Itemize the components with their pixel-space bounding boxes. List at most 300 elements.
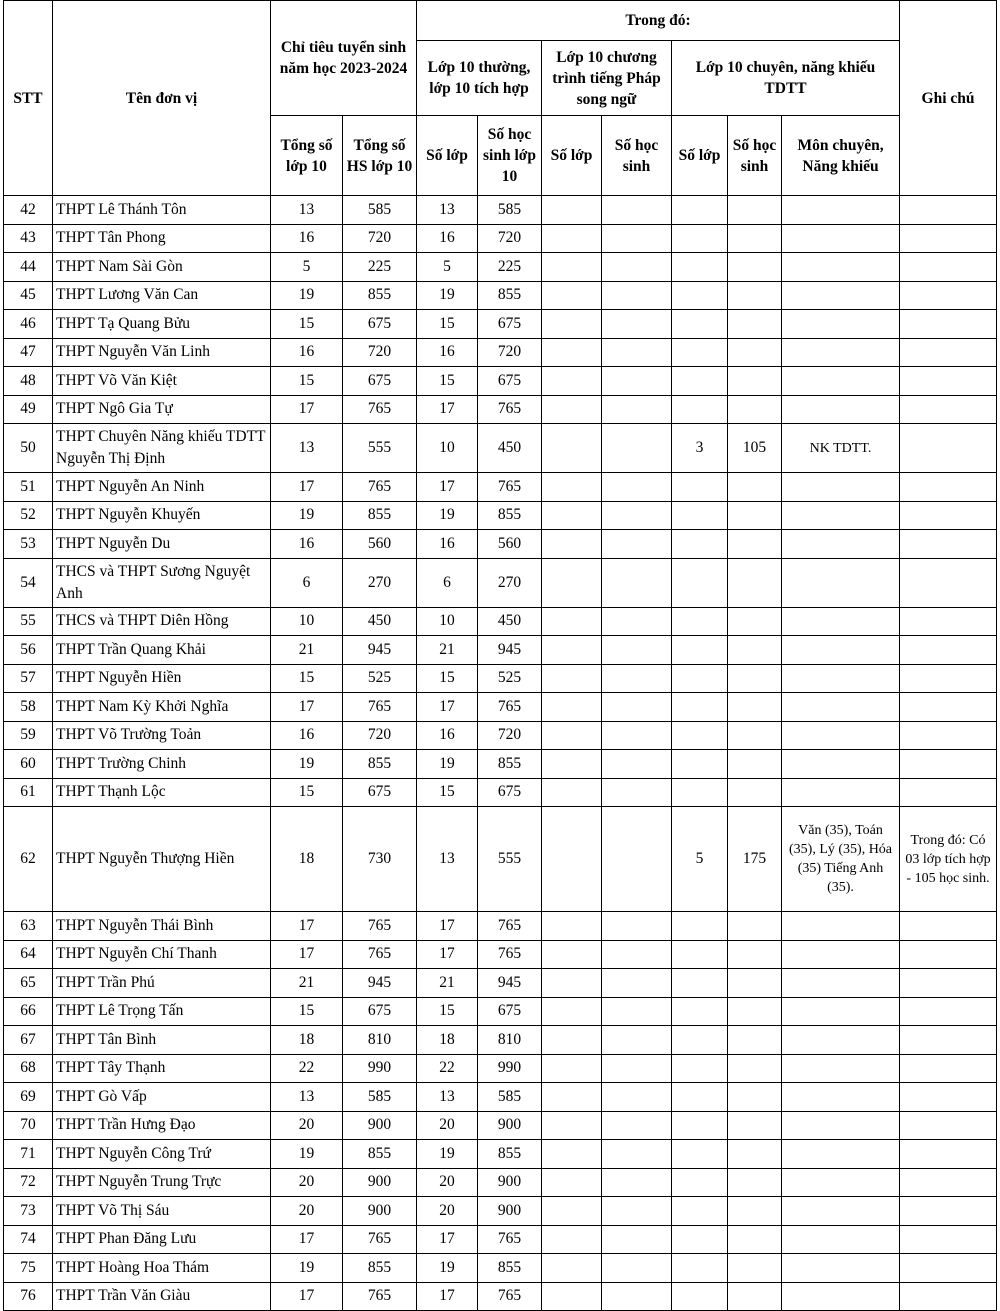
- cell-ghi-chu: [900, 607, 997, 636]
- cell-mon-chuyen: [782, 664, 900, 693]
- cell-phap-so-lop: [542, 473, 602, 502]
- cell-chuyen-so-lop: [672, 721, 728, 750]
- cell-phap-so-lop: [542, 224, 602, 253]
- cell-mon-chuyen: [782, 367, 900, 396]
- cell-tong-so-lop: 20: [271, 1111, 343, 1140]
- cell-chuyen-so-hs: [728, 1140, 782, 1169]
- cell-chuyen-so-hs: [728, 969, 782, 998]
- cell-ghi-chu: [900, 1111, 997, 1140]
- cell-mon-chuyen: [782, 778, 900, 807]
- cell-chuyen-so-lop: [672, 693, 728, 722]
- cell-phap-so-hs: [602, 969, 672, 998]
- table-row: [4, 664, 997, 693]
- cell-name: THPT Thạnh Lộc: [53, 778, 271, 807]
- cell-phap-so-lop: [542, 1225, 602, 1254]
- header-so-hs-lop10: Số học sinh lớp 10: [478, 116, 542, 196]
- cell-phap-so-hs: [602, 607, 672, 636]
- cell-chuyen-so-lop: [672, 607, 728, 636]
- cell-chuyen-so-hs: [728, 196, 782, 225]
- cell-phap-so-hs: [602, 1111, 672, 1140]
- cell-so-lop: 15: [417, 664, 478, 693]
- cell-so-hs: 855: [478, 1254, 542, 1283]
- cell-tong-so-lop: 20: [271, 1197, 343, 1226]
- cell-mon-chuyen: [782, 607, 900, 636]
- header-tong-so-lop: Tổng số lớp 10: [271, 116, 343, 196]
- cell-phap-so-lop: [542, 940, 602, 969]
- cell-tong-so-hs: 765: [343, 473, 417, 502]
- table-row: [4, 530, 997, 559]
- cell-name: THPT Nguyễn Trung Trực: [53, 1168, 271, 1197]
- cell-so-lop: 19: [417, 501, 478, 530]
- cell-phap-so-hs: [602, 778, 672, 807]
- header-chi-tieu: Chỉ tiêu tuyển sinh năm học 2023-2024: [271, 1, 417, 116]
- cell-so-lop: 17: [417, 473, 478, 502]
- cell-mon-chuyen: [782, 693, 900, 722]
- cell-tong-so-hs: 225: [343, 253, 417, 282]
- cell-stt: 42: [4, 196, 53, 225]
- cell-tong-so-hs: 855: [343, 501, 417, 530]
- cell-ghi-chu: [900, 940, 997, 969]
- cell-so-lop: 17: [417, 693, 478, 722]
- cell-mon-chuyen: [782, 1168, 900, 1197]
- cell-chuyen-so-lop: [672, 281, 728, 310]
- cell-phap-so-lop: [542, 1282, 602, 1311]
- cell-mon-chuyen: [782, 721, 900, 750]
- cell-so-lop: 21: [417, 969, 478, 998]
- cell-chuyen-so-hs: [728, 253, 782, 282]
- cell-stt: 69: [4, 1083, 53, 1112]
- cell-ghi-chu: [900, 750, 997, 779]
- cell-tong-so-hs: 810: [343, 1026, 417, 1055]
- cell-stt: 70: [4, 1111, 53, 1140]
- cell-mon-chuyen: [782, 912, 900, 941]
- cell-stt: 58: [4, 693, 53, 722]
- cell-phap-so-lop: [542, 253, 602, 282]
- cell-tong-so-hs: 765: [343, 1282, 417, 1311]
- cell-phap-so-lop: [542, 338, 602, 367]
- table-row: [4, 1083, 997, 1112]
- cell-phap-so-hs: [602, 912, 672, 941]
- header-so-lop: Số lớp: [417, 116, 478, 196]
- cell-name: THPT Nguyễn Thái Bình: [53, 912, 271, 941]
- cell-tong-so-hs: 945: [343, 969, 417, 998]
- cell-mon-chuyen: [782, 338, 900, 367]
- enrollment-quota-table: [3, 0, 997, 1311]
- cell-ghi-chu: [900, 530, 997, 559]
- cell-tong-so-lop: 21: [271, 636, 343, 665]
- cell-phap-so-lop: [542, 969, 602, 998]
- cell-ghi-chu: [900, 721, 997, 750]
- table-row: [4, 558, 997, 607]
- cell-chuyen-so-lop: [672, 778, 728, 807]
- cell-tong-so-lop: 17: [271, 693, 343, 722]
- cell-chuyen-so-hs: [728, 501, 782, 530]
- cell-chuyen-so-lop: [672, 969, 728, 998]
- cell-chuyen-so-lop: [672, 1197, 728, 1226]
- cell-tong-so-hs: 990: [343, 1054, 417, 1083]
- cell-so-lop: 20: [417, 1197, 478, 1226]
- cell-ghi-chu: [900, 1197, 997, 1226]
- header-stt: STT: [4, 1, 53, 196]
- cell-ghi-chu: [900, 1140, 997, 1169]
- cell-stt: 57: [4, 664, 53, 693]
- cell-so-hs: 720: [478, 721, 542, 750]
- cell-phap-so-hs: [602, 997, 672, 1026]
- cell-tong-so-hs: 765: [343, 395, 417, 424]
- cell-so-lop: 13: [417, 807, 478, 912]
- cell-phap-so-lop: [542, 807, 602, 912]
- table-row: [4, 807, 997, 912]
- cell-name: THPT Trần Quang Khải: [53, 636, 271, 665]
- cell-tong-so-lop: 15: [271, 778, 343, 807]
- cell-mon-chuyen: [782, 750, 900, 779]
- cell-chuyen-so-lop: [672, 224, 728, 253]
- cell-chuyen-so-hs: [728, 664, 782, 693]
- table-row: [4, 721, 997, 750]
- cell-tong-so-hs: 675: [343, 778, 417, 807]
- cell-phap-so-lop: [542, 778, 602, 807]
- cell-so-lop: 22: [417, 1054, 478, 1083]
- cell-name: THPT Võ Thị Sáu: [53, 1197, 271, 1226]
- cell-phap-so-lop: [542, 558, 602, 607]
- cell-stt: 71: [4, 1140, 53, 1169]
- cell-tong-so-hs: 730: [343, 807, 417, 912]
- cell-stt: 65: [4, 969, 53, 998]
- table-body: [4, 196, 997, 1311]
- cell-so-hs: 855: [478, 281, 542, 310]
- cell-mon-chuyen: NK TDTT.: [782, 424, 900, 473]
- cell-name: THPT Hoàng Hoa Thám: [53, 1254, 271, 1283]
- cell-phap-so-lop: [542, 912, 602, 941]
- cell-phap-so-lop: [542, 424, 602, 473]
- header-ghi-chu: Ghi chú: [900, 1, 997, 196]
- cell-chuyen-so-hs: [728, 367, 782, 396]
- cell-chuyen-so-hs: [728, 912, 782, 941]
- table-row: [4, 1140, 997, 1169]
- cell-name: THPT Ngô Gia Tự: [53, 395, 271, 424]
- cell-mon-chuyen: [782, 1111, 900, 1140]
- table-row: [4, 997, 997, 1026]
- cell-tong-so-lop: 18: [271, 1026, 343, 1055]
- cell-tong-so-hs: 765: [343, 912, 417, 941]
- cell-so-hs: 855: [478, 750, 542, 779]
- cell-tong-so-lop: 19: [271, 750, 343, 779]
- cell-tong-so-lop: 21: [271, 969, 343, 998]
- cell-tong-so-hs: 765: [343, 940, 417, 969]
- cell-tong-so-lop: 15: [271, 997, 343, 1026]
- cell-chuyen-so-lop: [672, 940, 728, 969]
- header-tong-so-hs: Tổng số HS lớp 10: [343, 116, 417, 196]
- cell-name: THPT Nguyễn Khuyến: [53, 501, 271, 530]
- cell-chuyen-so-lop: [672, 997, 728, 1026]
- cell-so-hs: 525: [478, 664, 542, 693]
- cell-stt: 55: [4, 607, 53, 636]
- cell-so-lop: 17: [417, 912, 478, 941]
- cell-ghi-chu: [900, 997, 997, 1026]
- cell-so-hs: 945: [478, 969, 542, 998]
- cell-name: THPT Nguyễn Chí Thanh: [53, 940, 271, 969]
- cell-tong-so-hs: 525: [343, 664, 417, 693]
- cell-so-hs: 675: [478, 997, 542, 1026]
- cell-name: THPT Nguyễn Văn Linh: [53, 338, 271, 367]
- cell-name: THPT Võ Trường Toản: [53, 721, 271, 750]
- cell-mon-chuyen: [782, 253, 900, 282]
- cell-ghi-chu: [900, 473, 997, 502]
- cell-chuyen-so-hs: [728, 693, 782, 722]
- table-row: [4, 1026, 997, 1055]
- cell-phap-so-lop: [542, 367, 602, 396]
- table-row: [4, 750, 997, 779]
- cell-tong-so-hs: 945: [343, 636, 417, 665]
- cell-chuyen-so-hs: [728, 1083, 782, 1112]
- header-ten-don-vi: Tên đơn vị: [53, 1, 271, 196]
- cell-tong-so-hs: 675: [343, 997, 417, 1026]
- table-row: [4, 367, 997, 396]
- cell-phap-so-hs: [602, 940, 672, 969]
- cell-phap-so-hs: [602, 253, 672, 282]
- cell-so-lop: 10: [417, 607, 478, 636]
- cell-chuyen-so-lop: [672, 196, 728, 225]
- cell-so-hs: 720: [478, 338, 542, 367]
- cell-chuyen-so-hs: [728, 1168, 782, 1197]
- cell-tong-so-hs: 450: [343, 607, 417, 636]
- cell-so-hs: 990: [478, 1054, 542, 1083]
- cell-stt: 52: [4, 501, 53, 530]
- cell-tong-so-lop: 16: [271, 224, 343, 253]
- cell-tong-so-hs: 720: [343, 338, 417, 367]
- cell-so-hs: 855: [478, 1140, 542, 1169]
- cell-so-hs: 675: [478, 367, 542, 396]
- cell-tong-so-lop: 22: [271, 1054, 343, 1083]
- cell-stt: 66: [4, 997, 53, 1026]
- cell-tong-so-hs: 765: [343, 1225, 417, 1254]
- cell-so-lop: 6: [417, 558, 478, 607]
- cell-stt: 61: [4, 778, 53, 807]
- cell-phap-so-hs: [602, 424, 672, 473]
- cell-ghi-chu: [900, 1083, 997, 1112]
- cell-ghi-chu: [900, 424, 997, 473]
- cell-ghi-chu: [900, 778, 997, 807]
- cell-stt: 46: [4, 310, 53, 339]
- cell-name: THPT Tân Phong: [53, 224, 271, 253]
- cell-tong-so-lop: 17: [271, 473, 343, 502]
- cell-mon-chuyen: Văn (35), Toán (35), Lý (35), Hóa (35) Tiếng Anh (35).: [782, 807, 900, 912]
- cell-so-hs: 855: [478, 501, 542, 530]
- cell-chuyen-so-lop: [672, 473, 728, 502]
- cell-phap-so-lop: [542, 196, 602, 225]
- cell-stt: 63: [4, 912, 53, 941]
- cell-so-hs: 900: [478, 1168, 542, 1197]
- cell-so-hs: 810: [478, 1026, 542, 1055]
- cell-so-lop: 16: [417, 721, 478, 750]
- table-row: [4, 1111, 997, 1140]
- cell-chuyen-so-lop: [672, 1140, 728, 1169]
- cell-tong-so-hs: 675: [343, 310, 417, 339]
- cell-phap-so-hs: [602, 750, 672, 779]
- cell-stt: 72: [4, 1168, 53, 1197]
- table-row: [4, 338, 997, 367]
- cell-so-lop: 16: [417, 224, 478, 253]
- cell-tong-so-hs: 675: [343, 367, 417, 396]
- cell-phap-so-hs: [602, 338, 672, 367]
- cell-phap-so-lop: [542, 750, 602, 779]
- cell-chuyen-so-lop: [672, 1168, 728, 1197]
- cell-stt: 48: [4, 367, 53, 396]
- cell-stt: 47: [4, 338, 53, 367]
- cell-so-hs: 765: [478, 473, 542, 502]
- cell-chuyen-so-lop: [672, 1054, 728, 1083]
- cell-chuyen-so-hs: [728, 281, 782, 310]
- cell-tong-so-lop: 17: [271, 940, 343, 969]
- cell-so-hs: 225: [478, 253, 542, 282]
- enrollment-table-container: [3, 0, 997, 1311]
- table-row: [4, 778, 997, 807]
- cell-ghi-chu: [900, 310, 997, 339]
- cell-chuyen-so-lop: [672, 636, 728, 665]
- cell-ghi-chu: [900, 281, 997, 310]
- header-phap-so-hs: Số học sinh: [602, 116, 672, 196]
- cell-stt: 44: [4, 253, 53, 282]
- cell-ghi-chu: [900, 1026, 997, 1055]
- cell-tong-so-lop: 17: [271, 395, 343, 424]
- cell-name: THPT Nguyễn An Ninh: [53, 473, 271, 502]
- cell-mon-chuyen: [782, 473, 900, 502]
- cell-phap-so-hs: [602, 1197, 672, 1226]
- cell-stt: 62: [4, 807, 53, 912]
- cell-so-hs: 765: [478, 940, 542, 969]
- cell-chuyen-so-hs: [728, 750, 782, 779]
- cell-phap-so-lop: [542, 395, 602, 424]
- cell-tong-so-lop: 13: [271, 1083, 343, 1112]
- cell-phap-so-lop: [542, 281, 602, 310]
- header-trong-do: Trong đó:: [417, 1, 900, 41]
- header-phap-so-lop: Số lớp: [542, 116, 602, 196]
- header-chuyen-so-hs: Số học sinh: [728, 116, 782, 196]
- cell-phap-so-hs: [602, 693, 672, 722]
- cell-chuyen-so-lop: [672, 1083, 728, 1112]
- cell-chuyen-so-lop: [672, 558, 728, 607]
- cell-stt: 43: [4, 224, 53, 253]
- cell-so-lop: 15: [417, 778, 478, 807]
- cell-ghi-chu: [900, 253, 997, 282]
- cell-phap-so-hs: [602, 1026, 672, 1055]
- cell-tong-so-hs: 585: [343, 1083, 417, 1112]
- cell-mon-chuyen: [782, 940, 900, 969]
- cell-tong-so-hs: 855: [343, 281, 417, 310]
- cell-stt: 64: [4, 940, 53, 969]
- cell-so-hs: 765: [478, 912, 542, 941]
- cell-chuyen-so-hs: [728, 1054, 782, 1083]
- cell-mon-chuyen: [782, 1054, 900, 1083]
- cell-tong-so-lop: 17: [271, 912, 343, 941]
- cell-chuyen-so-lop: [672, 1026, 728, 1055]
- cell-mon-chuyen: [782, 395, 900, 424]
- cell-chuyen-so-lop: [672, 750, 728, 779]
- cell-so-hs: 675: [478, 778, 542, 807]
- cell-name: THPT Tân Bình: [53, 1026, 271, 1055]
- cell-phap-so-lop: [542, 693, 602, 722]
- cell-tong-so-lop: 18: [271, 807, 343, 912]
- cell-tong-so-hs: 900: [343, 1197, 417, 1226]
- cell-chuyen-so-lop: [672, 1111, 728, 1140]
- cell-phap-so-hs: [602, 721, 672, 750]
- cell-phap-so-lop: [542, 1083, 602, 1112]
- cell-so-lop: 17: [417, 940, 478, 969]
- cell-tong-so-lop: 5: [271, 253, 343, 282]
- cell-phap-so-hs: [602, 530, 672, 559]
- cell-mon-chuyen: [782, 997, 900, 1026]
- cell-phap-so-hs: [602, 281, 672, 310]
- header-lop10-chuyen: Lớp 10 chuyên, năng khiếu TDTT: [672, 41, 900, 116]
- cell-ghi-chu: [900, 1054, 997, 1083]
- table-row: [4, 969, 997, 998]
- cell-tong-so-hs: 855: [343, 1140, 417, 1169]
- cell-tong-so-lop: 10: [271, 607, 343, 636]
- cell-so-lop: 19: [417, 1140, 478, 1169]
- cell-so-lop: 15: [417, 367, 478, 396]
- cell-chuyen-so-lop: [672, 253, 728, 282]
- cell-mon-chuyen: [782, 1083, 900, 1112]
- cell-tong-so-lop: 16: [271, 530, 343, 559]
- cell-so-hs: 450: [478, 607, 542, 636]
- cell-chuyen-so-lop: [672, 912, 728, 941]
- cell-mon-chuyen: [782, 281, 900, 310]
- cell-mon-chuyen: [782, 1026, 900, 1055]
- cell-chuyen-so-hs: [728, 1197, 782, 1226]
- cell-ghi-chu: Trong đó: Có 03 lớp tích hợp - 105 học sinh.: [900, 807, 997, 912]
- cell-chuyen-so-lop: [672, 501, 728, 530]
- cell-ghi-chu: [900, 1168, 997, 1197]
- cell-tong-so-lop: 19: [271, 1254, 343, 1283]
- cell-so-lop: 19: [417, 281, 478, 310]
- cell-so-hs: 765: [478, 1282, 542, 1311]
- cell-ghi-chu: [900, 693, 997, 722]
- cell-chuyen-so-hs: [728, 1254, 782, 1283]
- cell-stt: 74: [4, 1225, 53, 1254]
- cell-name: THPT Nam Sài Gòn: [53, 253, 271, 282]
- cell-ghi-chu: [900, 636, 997, 665]
- cell-phap-so-hs: [602, 1054, 672, 1083]
- cell-name: THPT Lương Văn Can: [53, 281, 271, 310]
- cell-mon-chuyen: [782, 969, 900, 998]
- cell-so-lop: 5: [417, 253, 478, 282]
- cell-ghi-chu: [900, 1282, 997, 1311]
- cell-phap-so-hs: [602, 1168, 672, 1197]
- cell-chuyen-so-hs: [728, 997, 782, 1026]
- cell-ghi-chu: [900, 196, 997, 225]
- cell-so-lop: 20: [417, 1111, 478, 1140]
- cell-chuyen-so-hs: 105: [728, 424, 782, 473]
- cell-tong-so-hs: 765: [343, 693, 417, 722]
- cell-chuyen-so-hs: [728, 310, 782, 339]
- cell-tong-so-lop: 16: [271, 721, 343, 750]
- cell-name: THPT Tây Thạnh: [53, 1054, 271, 1083]
- table-row: [4, 501, 997, 530]
- cell-ghi-chu: [900, 1225, 997, 1254]
- cell-so-lop: 10: [417, 424, 478, 473]
- cell-so-lop: 20: [417, 1168, 478, 1197]
- cell-mon-chuyen: [782, 310, 900, 339]
- table-row: [4, 1168, 997, 1197]
- cell-tong-so-lop: 15: [271, 664, 343, 693]
- cell-chuyen-so-hs: [728, 1111, 782, 1140]
- cell-phap-so-hs: [602, 1254, 672, 1283]
- cell-phap-so-lop: [542, 997, 602, 1026]
- cell-tong-so-lop: 13: [271, 424, 343, 473]
- cell-tong-so-hs: 720: [343, 721, 417, 750]
- cell-chuyen-so-hs: [728, 1282, 782, 1311]
- cell-so-lop: 18: [417, 1026, 478, 1055]
